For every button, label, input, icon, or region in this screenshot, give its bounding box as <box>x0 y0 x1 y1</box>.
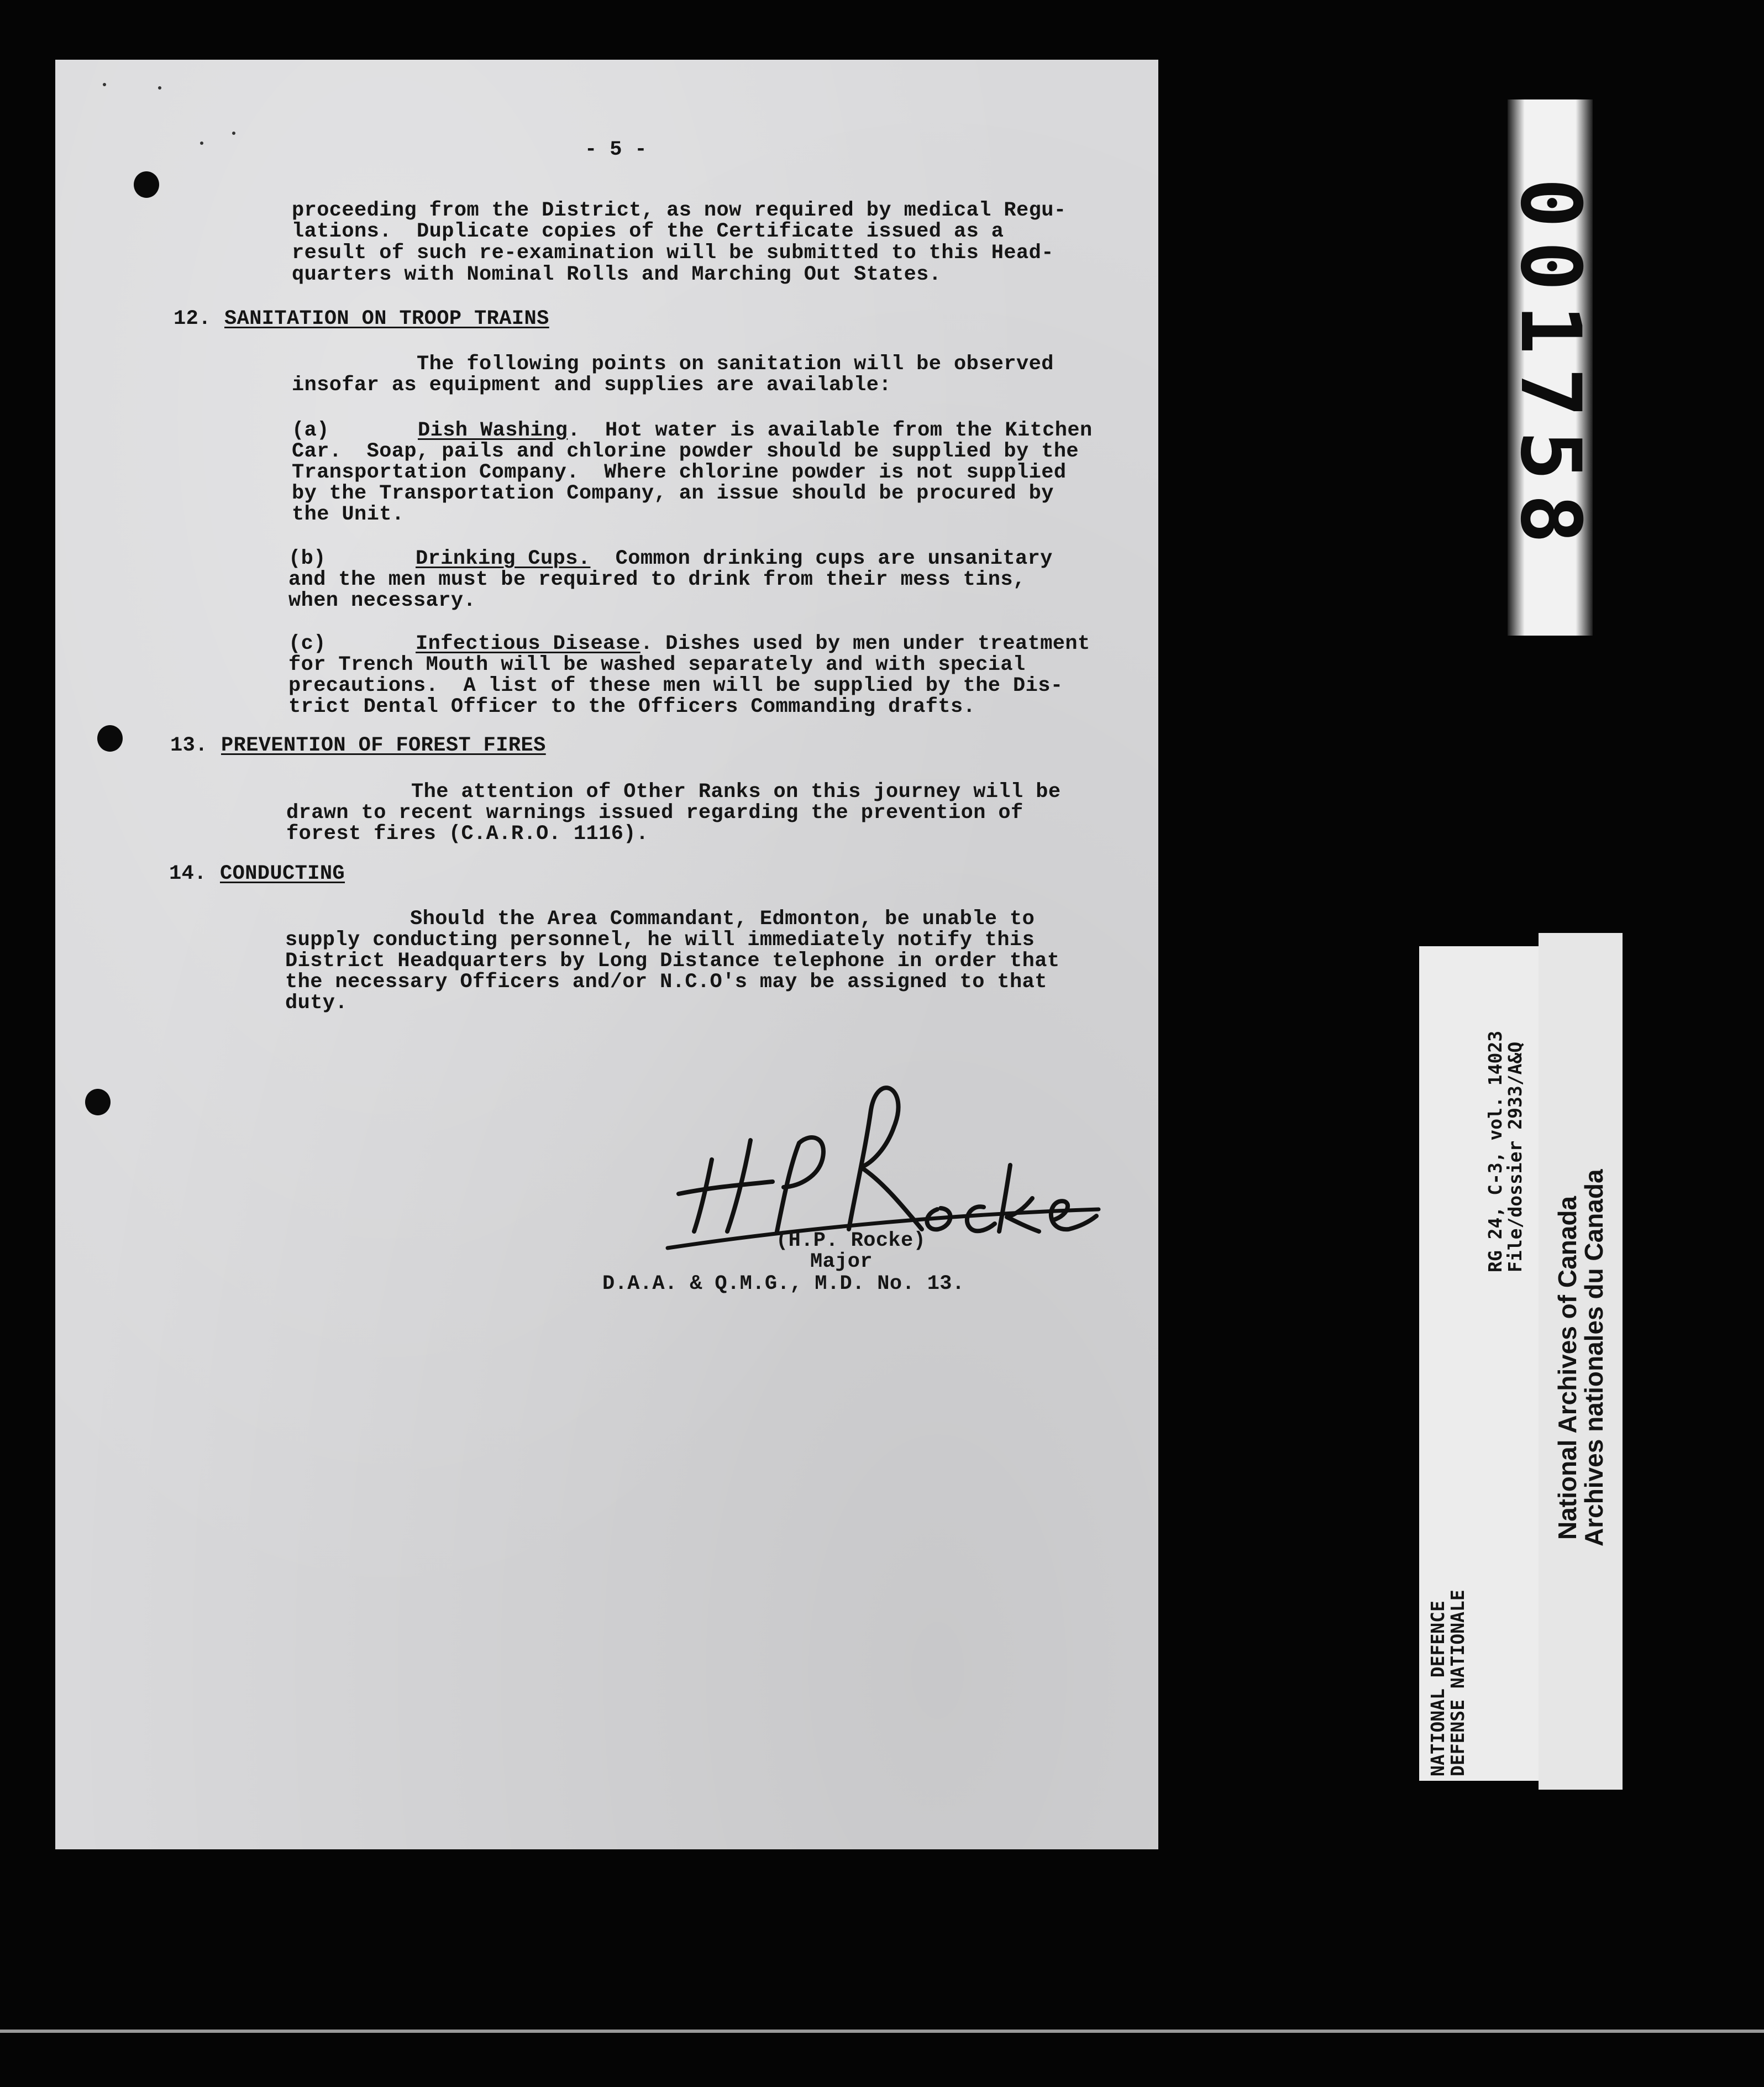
section-13-number: 13. <box>170 734 208 757</box>
item-b-text: Common drinking cups are unsanitary <box>590 547 1053 570</box>
item-a-line: by the Transportation Company, an issue should be procured by <box>292 482 1054 505</box>
item-b-line: when necessary. <box>288 589 476 612</box>
paper-speck <box>103 83 106 86</box>
section-12-intro-line: insofar as equipment and supplies are available: <box>292 374 891 397</box>
archive-reference-tag <box>1419 946 1539 1781</box>
section-12-heading: SANITATION ON TROOP TRAINS <box>224 307 549 331</box>
item-c-first-line <box>416 633 1090 655</box>
department-line-1: NATIONAL DEFENCE <box>1427 1601 1448 1776</box>
archive-name-french: Archives nationales du Canada <box>1579 1169 1608 1546</box>
punch-hole <box>134 171 159 198</box>
item-c-text: . Dishes used by men under treatment <box>640 632 1090 656</box>
archive-name-english: National Archives of Canada <box>1553 1195 1582 1540</box>
reference-line-2: File/dossier 2933/A&Q <box>1504 1041 1526 1272</box>
section-14-number: 14. <box>169 862 207 885</box>
item-a-line: Car. Soap, pails and chlorine powder should be supplied by the <box>292 440 1079 463</box>
section-14-line: the necessary Officers and/or N.C.O's may be assigned to that <box>285 971 1047 994</box>
item-a-text: . Hot water is available from the Kitchen <box>568 419 1093 442</box>
item-a-title: Dish Washing <box>418 419 568 442</box>
section-14-line: supply conducting personnel, he will immediately notify this <box>285 929 1035 952</box>
section-14-line: duty. <box>285 992 348 1015</box>
item-b-letter: (b) <box>288 547 326 570</box>
paper-speck <box>232 132 235 135</box>
section-14-line: Should the Area Commandant, Edmonton, be unable to <box>285 908 1035 931</box>
section-13-line: The attention of Other Ranks on this journey will be <box>286 780 1061 804</box>
film-edge-line <box>0 2030 1764 2033</box>
continuation-line: quarters with Nominal Rolls and Marching Out States. <box>292 263 942 286</box>
handwritten-signature <box>645 1049 1110 1259</box>
document-page <box>55 60 1158 1849</box>
frame-number: 001758 <box>1502 178 1598 557</box>
item-c-line: trict Dental Officer to the Officers Commanding drafts. <box>288 695 976 719</box>
item-b-title: Drinking Cups. <box>416 547 591 570</box>
item-b-line: and the men must be required to drink from their mess tins, <box>288 568 1026 591</box>
punch-hole <box>85 1089 111 1115</box>
section-12-intro-line: The following points on sanitation will be observed <box>292 353 1054 376</box>
section-14-line: District Headquarters by Long Distance telephone in order that <box>285 950 1060 973</box>
continuation-line: lations. Duplicate copies of the Certificate issued as a <box>292 220 1004 243</box>
section-13-heading: PREVENTION OF FOREST FIRES <box>221 734 546 757</box>
item-c-title: Infectious Disease <box>416 632 641 656</box>
paper-speck <box>158 86 161 90</box>
item-a-letter: (a) <box>292 419 329 442</box>
item-a-line: Transportation Company. Where chlorine powder is not supplied <box>292 461 1067 484</box>
reference-line-1: RG 24, C-3, vol. 14023 <box>1484 1030 1506 1272</box>
signatory-appointment: D.A.A. & Q.M.G., M.D. No. 13. <box>602 1272 965 1296</box>
continuation-line: proceeding from the District, as now required by medical Regu- <box>292 199 1067 222</box>
page-number: - 5 - <box>585 138 648 161</box>
section-14-heading: CONDUCTING <box>220 862 345 885</box>
item-c-line: precautions. A list of these men will be supplied by the Dis- <box>288 674 1063 698</box>
item-a-first-line <box>418 420 1093 442</box>
punch-hole <box>97 725 123 752</box>
section-13-line: drawn to recent warnings issued regarding the prevention of <box>286 801 1023 825</box>
section-13-line: forest fires (C.A.R.O. 1116). <box>286 822 649 846</box>
department-line-2: DEFENSE NATIONALE <box>1447 1590 1468 1776</box>
signatory-rank: Major <box>810 1250 873 1273</box>
section-12-number: 12. <box>174 307 211 331</box>
film-frame-label <box>1502 99 1598 636</box>
item-c-line: for Trench Mouth will be washed separately and with special <box>288 653 1026 677</box>
paper-speck <box>200 141 203 145</box>
item-b-first-line <box>416 548 1053 570</box>
item-c-letter: (c) <box>288 632 326 656</box>
archive-name-tag <box>1539 933 1623 1790</box>
signatory-name: (H.P. Rocke) <box>776 1229 926 1252</box>
item-a-line: the Unit. <box>292 503 405 526</box>
continuation-line: result of such re-examination will be submitted to this Head- <box>292 242 1054 265</box>
